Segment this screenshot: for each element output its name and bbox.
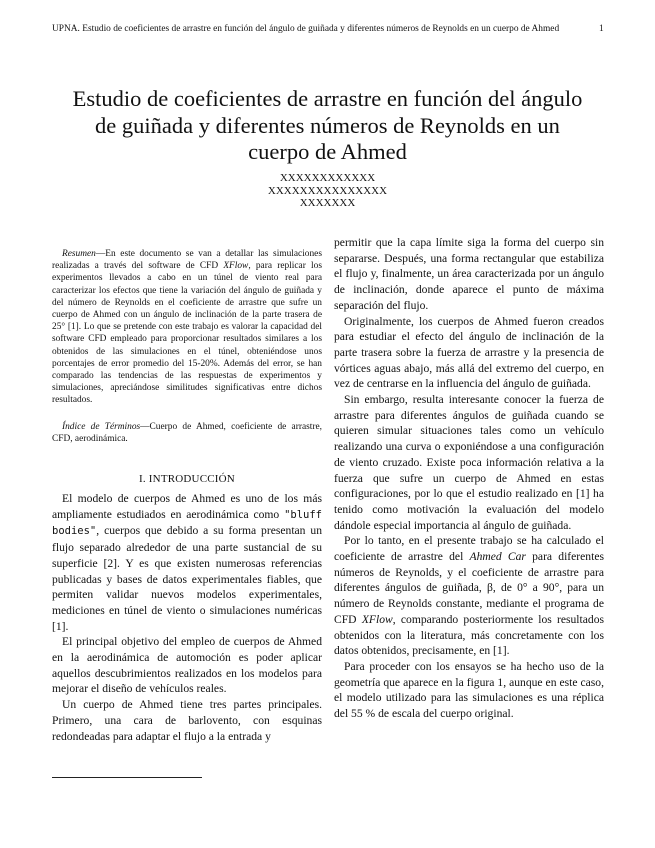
left-column bbox=[52, 248, 322, 744]
model-name: Ahmed Car bbox=[469, 550, 526, 564]
author-line: XXXXXXXXXXXX bbox=[279, 172, 376, 184]
paragraph: Sin embargo, resulta interesante conocer la fuerza de arrastre para diferentes ángulos de guiñada cuando se quieren simular situaciones tales como un vehículo realizando una curva o exponiéndose a una configuración de viento cruzado. Existe poca información relativa a la fuerza que sufre un cuerpo de Ahmed en estas configuraciones, por lo que el estudio realizado en [1] ha tenido como motivación la evaluación del modelo dándole especial importancia al ángulo de guiñada. bbox=[334, 393, 604, 532]
paragraph: Originalmente, los cuerpos de Ahmed fueron creados para estudiar el efecto del ángulo de inclinación de la parte trasera sobre la fuerza de arrastre y la presencia de vórtices aguas abajo, más allá del extremo del cuerpo, en vez de centrarse en la influencia del ángulo de guiñada. bbox=[334, 314, 604, 391]
paragraph: Para proceder con los ensayos se ha hecho uso de la geometría que aparece en la figura 1, aunque en este caso, el modelo utilizado para las simulaciones es una réplica del 55 % de escala del cuerpo original. bbox=[334, 659, 604, 721]
paragraph-text: , comparando posteriormente los resultados obtenidos con la literatura, más concretamente con los datos obtenidos, precisamente, en [1]. bbox=[334, 612, 605, 658]
running-header: UPNA. Estudio de coeficientes de arrastre en función del ángulo de guiñada y diferentes números de Reynolds en un cuerpo de Ahmed bbox=[52, 24, 560, 34]
paragraph: permitir que la capa límite siga la forma del cuerpo sin separarse. Después, una forma rectangular que estabiliza el flujo y, finalmente, un área caracterizada por un ángulo de inclinación, donde aparece el punto de máxima separación del flujo. bbox=[334, 236, 604, 312]
paragraph: Un cuerpo de Ahmed tiene tres partes principales. Primero, una cara de barlovento, con esquinas redondeadas para adaptar el flujo a la entrada y bbox=[52, 698, 322, 743]
index-terms bbox=[52, 421, 322, 445]
paragraph-text: Por lo tanto, en el presente trabajo se ha calculado el coeficiente de arrastre del bbox=[334, 534, 604, 564]
paragraph bbox=[52, 491, 322, 634]
code-term: "bluff bodies" bbox=[52, 508, 322, 538]
abstract-label: Resumen bbox=[62, 249, 96, 259]
section-heading: I. INTRODUCCIÓN bbox=[139, 473, 235, 486]
author-line: XXXXXXX bbox=[299, 197, 356, 210]
paragraph-text: , cuerpos que debido a su forma presentan un flujo separado alrededor de una parte sustancial de su superficie [2]. Y es que existen numerosas referencias publicadas y bases de datos experimentales fiables, que permiten validar nuevos modelos experimentales, mediciones en túnel de viento o simulaciones numéricas [1]. bbox=[52, 524, 322, 633]
abstract-software: XFlow bbox=[223, 261, 249, 272]
index-terms-dash: — bbox=[140, 421, 150, 432]
page-number: 1 bbox=[599, 24, 604, 34]
index-terms-text: Cuerpo de Ahmed, coeficiente de arrastre, CFD, aerodinámica. bbox=[52, 421, 322, 444]
footnote-rule bbox=[52, 777, 202, 778]
abstract-dash: — bbox=[95, 249, 106, 259]
author-block bbox=[0, 172, 655, 210]
right-column bbox=[334, 235, 604, 722]
index-terms-label: Índice de Términos bbox=[62, 421, 141, 432]
author-line: XXXXXXXXXXXXXXX bbox=[267, 184, 388, 197]
abstract bbox=[52, 248, 322, 407]
paragraph bbox=[334, 533, 604, 659]
paragraph-text: El modelo de cuerpos de Ahmed es uno de los más ampliamente estudiados en aerodinámica como bbox=[52, 492, 322, 521]
paper-title: Estudio de coeficientes de arrastre en función del ángulo de guiñada y diferentes números de Reynolds en un cuerpo de Ahmed bbox=[72, 86, 583, 164]
software-name: XFlow bbox=[361, 612, 393, 626]
paragraph: El principal objetivo del empleo de cuerpos de Ahmed en la aerodinámica de automoción es poder aplicar aquellos descubrimientos realizados en los modelos para mejorar el diseño de vehículos reales. bbox=[52, 635, 322, 696]
paragraph-text: para diferentes números de Reynolds, y el coeficiente de arrastre para diferentes ángulos de guiñada, β, de 0° a 90°, para un número de Reynolds constante, mediante el programa de CFD bbox=[334, 550, 604, 626]
abstract-text: En este documento se van a detallar las simulaciones realizadas a través del software de CFD bbox=[52, 249, 322, 272]
abstract-text: , para replicar los experimentos llevados a cabo en un túnel de viento real para caracterizar los efectos que tiene la variación del ángulo de guiñada y del número de Reynolds en el coeficiente de arrastre que sufre un cuerpo de Ahmed con un ángulo de inclinación de la parte trasera de 25° [1]. Lo que se pretende con este trabajo es valorar la capacidad del software CFD empleado para proporcionar resultados similares a los obtenidos de las simulaciones en el túnel, obteniéndose unos porcentajes de error promedio del 15-20%. Además del error, se han comparado las tendencias de las respuestas de experimentos y simulaciones, apreciándose similitudes significativas entre dichos resultados. bbox=[52, 261, 322, 406]
